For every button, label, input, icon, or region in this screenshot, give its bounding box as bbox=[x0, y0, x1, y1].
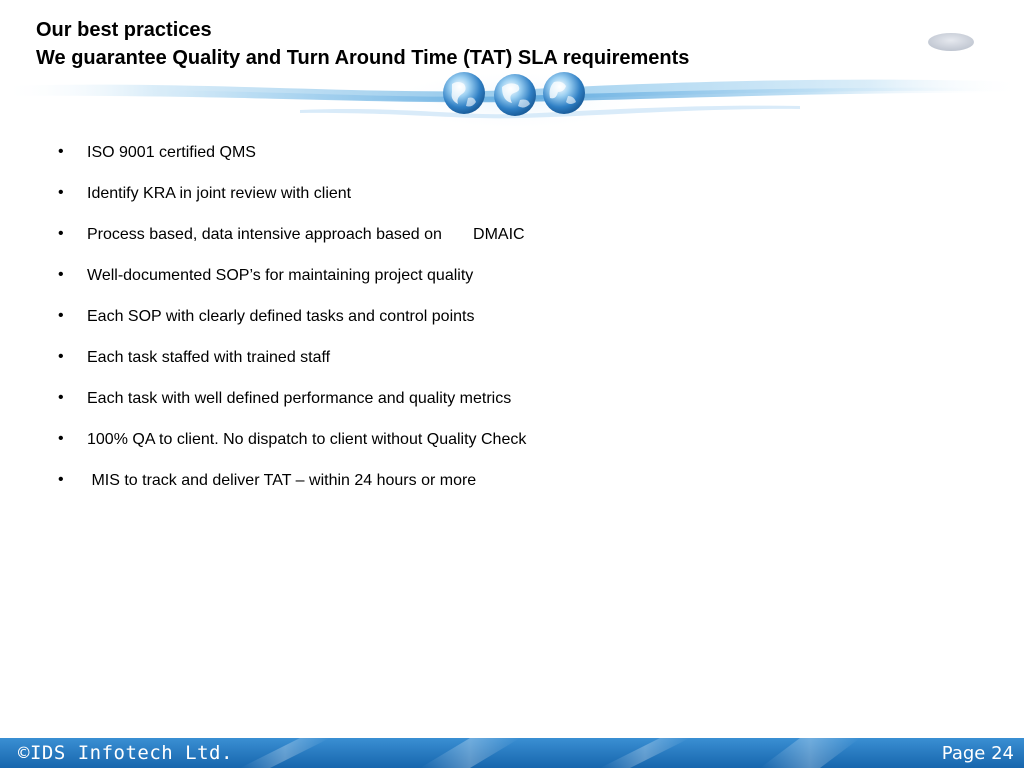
bullet-text: ISO 9001 certified QMS bbox=[87, 144, 256, 161]
header-wave-with-globes-icon bbox=[0, 60, 1024, 140]
bullet-marker: • bbox=[58, 225, 64, 242]
bullet-text: Each task staffed with trained staff bbox=[87, 349, 331, 366]
bullet-item-1 bbox=[58, 141, 758, 182]
bullet-item-7 bbox=[58, 387, 758, 428]
footer-bar bbox=[0, 738, 1024, 768]
bullet-marker: • bbox=[58, 389, 64, 406]
bullet-item-8 bbox=[58, 428, 758, 469]
bullet-text: Each task with well defined performance and quality metrics bbox=[87, 390, 512, 407]
bullet-marker: • bbox=[58, 184, 64, 201]
bullet-marker: • bbox=[58, 143, 64, 160]
bullet-marker: • bbox=[58, 430, 64, 447]
bullet-item-5 bbox=[58, 305, 758, 346]
bullet-text: MIS to track and deliver TAT – within 24 hours or more bbox=[87, 472, 477, 489]
bullet-item-2 bbox=[58, 182, 758, 223]
bullet-text: Identify KRA in joint review with client bbox=[87, 185, 352, 202]
bullet-list bbox=[58, 141, 758, 510]
bullet-item-6 bbox=[58, 346, 758, 387]
page-number: Page 24 bbox=[941, 743, 1014, 764]
bullet-marker: • bbox=[58, 471, 64, 488]
bullet-text: Process based, data intensive approach based on DMAIC bbox=[87, 226, 525, 243]
bullet-item-3 bbox=[58, 223, 758, 264]
bullet-text: Each SOP with clearly defined tasks and control points bbox=[87, 308, 475, 325]
slide-title-line-1: Our best practices bbox=[36, 19, 212, 41]
bullet-item-4 bbox=[58, 264, 758, 305]
decorative-pill-icon bbox=[928, 33, 974, 51]
bullet-marker: • bbox=[58, 266, 64, 283]
slide-title-line-2: We guarantee Quality and Turn Around Time (TAT) SLA requirements bbox=[36, 47, 690, 69]
bullet-text: Well-documented SOP’s for maintaining project quality bbox=[87, 267, 474, 284]
bullet-text: 100% QA to client. No dispatch to client without Quality Check bbox=[87, 431, 527, 448]
footer-copyright: ©IDS Infotech Ltd. bbox=[18, 742, 233, 764]
bullet-item-9 bbox=[58, 469, 758, 510]
bullet-marker: • bbox=[58, 348, 64, 365]
bullet-marker: • bbox=[58, 307, 64, 324]
